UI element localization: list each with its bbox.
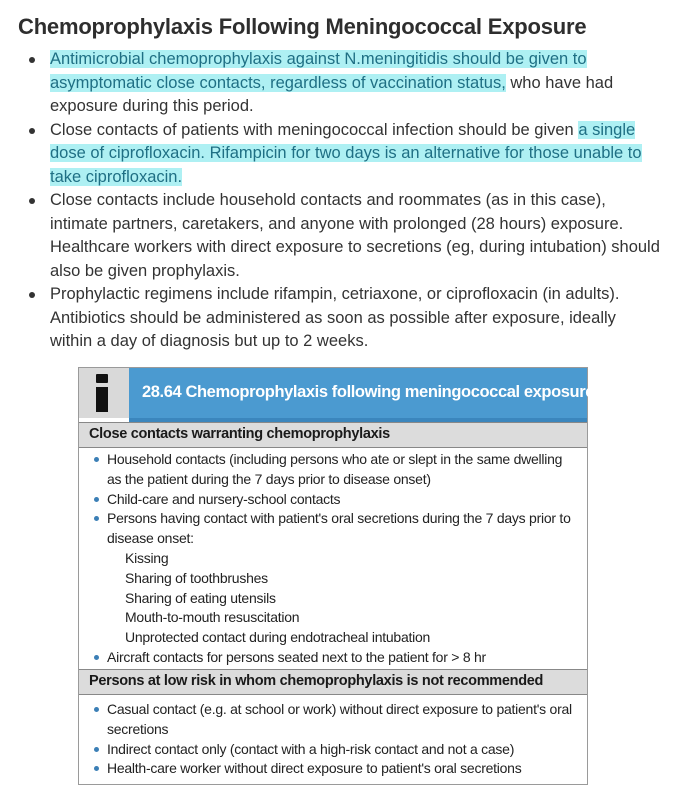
bullet-text: Prophylactic regimens include rifampin, cetriaxone, or ciprofloxacin (in adults). Antibiotics should be administered as soon as possible after exposure, ideally within a day of diagnosis but up to 2 weeks. (50, 285, 620, 350)
highlighted-text: Antimicrobial chemoprophylaxis against N.meningitidis should be given to asymptomatic close contacts, regardless of vaccination status, (50, 50, 587, 92)
sub-list-item: Sharing of eating utensils (125, 589, 276, 606)
divider (79, 694, 587, 695)
list-item: Household contacts (including persons who ate or slept in the same dwelling as the patient during the 7 days prior to disease onset) (89, 450, 579, 490)
summary-bullet-list (22, 48, 662, 354)
section-heading (79, 423, 587, 447)
list-item: Indirect contact only (contact with a high-risk contact and not a case) (89, 740, 579, 760)
icon-cell (79, 368, 129, 418)
page-title: Chemoprophylaxis Following Meningococcal Exposure (18, 14, 587, 39)
section-heading (79, 670, 587, 694)
section-heading-text: Close contacts warranting chemoprophylaxis (89, 426, 390, 442)
info-box-title-bar (129, 368, 595, 418)
sub-list-item: Sharing of toothbrushes (125, 569, 268, 586)
close-contacts-list (89, 450, 579, 668)
bullet-text: Close contacts include household contacts and roommates (as in this case), intimate partners, caretakers, and anyone with prolonged (28 hours) exposure. Healthcare workers with direct exposure to secretions (eg, during intubation) should also be given prophylaxis. (50, 191, 660, 280)
list-item: Health-care worker without direct exposure to patient's oral secretions (89, 759, 579, 779)
bullet-text: who have had exposure during this period. (50, 73, 614, 115)
summary-bullet (22, 119, 662, 190)
divider (79, 447, 587, 448)
bullet-text: Close contacts of patients with meningococcal infection should be given (50, 120, 579, 139)
info-box (78, 367, 595, 785)
summary-bullet (22, 283, 662, 354)
summary-bullet (22, 48, 662, 119)
sub-list-item: Kissing (125, 549, 169, 566)
highlighted-text: a single dose of ciprofloxacin. Rifampicin for two days is an alternative for those unable to take ciprofloxacin. (50, 120, 642, 186)
list-item: Persons having contact with patient's oral secretions during the 7 days prior to disease onset: (89, 509, 579, 549)
low-risk-list (89, 700, 579, 779)
summary-bullet (22, 189, 662, 283)
list-item: Child-care and nursery-school contacts (89, 490, 579, 510)
sub-list-item: Unprotected contact during endotracheal intubation (125, 629, 431, 646)
info-box-title: 28.64 Chemoprophylaxis following meningococcal exposure (142, 383, 595, 401)
info-icon (94, 374, 110, 412)
info-box-header (79, 368, 595, 418)
list-item: Casual contact (e.g. at school or work) without direct exposure to patient's oral secretions (89, 700, 579, 740)
sub-list-item: Mouth-to-mouth resuscitation (125, 609, 300, 626)
list-item: Aircraft contacts for persons seated next to the patient for > 8 hr (89, 648, 579, 668)
section-heading-text: Persons at low risk in whom chemoprophylaxis is not recommended (89, 673, 544, 689)
